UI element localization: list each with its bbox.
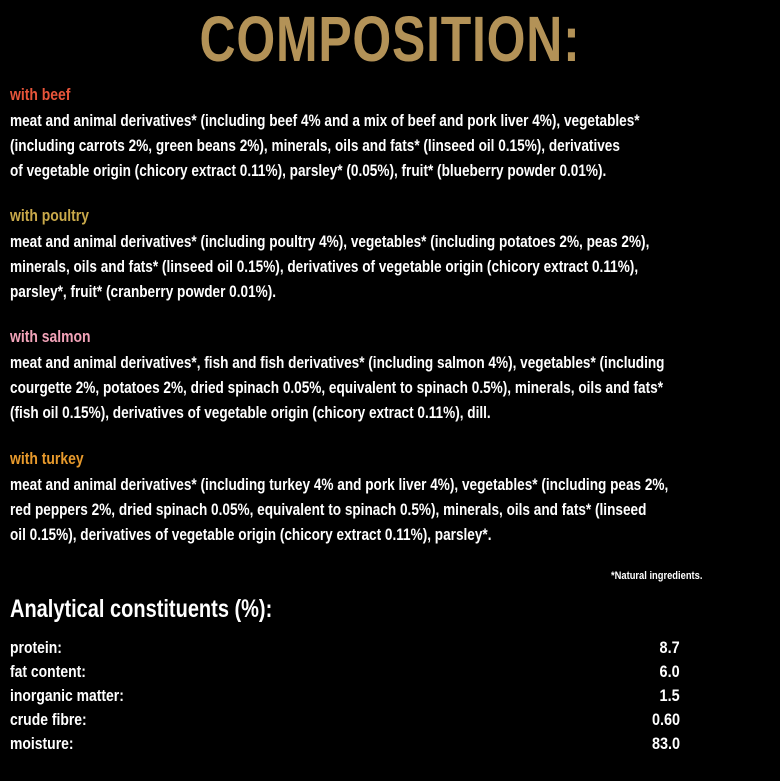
variant-name-turkey: with turkey — [10, 449, 84, 468]
variant-salmon — [10, 326, 780, 425]
ingredient-line: meat and animal derivatives* (including turkey 4% and pork liver 4%), vegetables* (including peas 2%, — [10, 475, 669, 494]
constituent-label: fat content: — [10, 662, 86, 681]
constituent-row-crude-fibre — [10, 708, 680, 732]
constituent-value: 1.5 — [659, 686, 680, 705]
analytical-constituents-table — [10, 636, 680, 756]
constituent-row-fat-content — [10, 660, 680, 684]
ingredient-line: meat and animal derivatives* (including beef 4% and a mix of beef and pork liver 4%), vegetables* — [10, 111, 640, 130]
constituent-label: crude fibre: — [10, 710, 87, 729]
constituent-value: 6.0 — [659, 662, 680, 681]
constituent-value: 0.60 — [651, 710, 680, 729]
ingredient-line: courgette 2%, potatoes 2%, dried spinach 0.05%, equivalent to spinach 0.5%), minerals, oils and fats* — [10, 378, 663, 397]
page-title: COMPOSITION: — [199, 3, 581, 75]
variant-poultry — [10, 205, 780, 304]
constituent-row-moisture — [10, 732, 680, 756]
variant-ingredients-poultry — [10, 229, 650, 304]
constituent-label: moisture: — [10, 734, 74, 753]
variant-ingredients-turkey — [10, 472, 669, 547]
constituent-value: 83.0 — [651, 734, 680, 753]
natural-ingredients-footnote: *Natural ingredients. — [611, 570, 703, 582]
ingredient-line: minerals, oils and fats* (linseed oil 0.15%), derivatives of vegetable origin (chicory extract 0.11%), — [10, 257, 639, 276]
ingredient-line: oil 0.15%), derivatives of vegetable origin (chicory extract 0.11%), parsley*. — [10, 525, 492, 544]
constituent-value: 8.7 — [659, 638, 680, 657]
ingredient-line: meat and animal derivatives*, fish and fish derivatives* (including salmon 4%), vegetables* (including — [10, 353, 665, 372]
constituent-row-inorganic-matter — [10, 684, 680, 708]
ingredient-line: of vegetable origin (chicory extract 0.11%), parsley* (0.05%), fruit* (blueberry powder 0.01%). — [10, 161, 607, 180]
ingredient-line: meat and animal derivatives* (including poultry 4%), vegetables* (including potatoes 2%, peas 2%), — [10, 232, 650, 251]
constituent-label: inorganic matter: — [10, 686, 124, 705]
variant-ingredients-beef — [10, 108, 642, 183]
analytical-constituents-title: Analytical constituents (%): — [10, 595, 273, 623]
ingredient-line: parsley*, fruit* (cranberry powder 0.01%). — [10, 282, 277, 301]
variant-name-beef: with beef — [10, 85, 71, 104]
ingredient-line: (including carrots 2%, green beans 2%), minerals, oils and fats* (linseed oil 0.15%), derivatives — [10, 136, 620, 155]
variant-turkey — [10, 448, 780, 547]
constituent-row-protein — [10, 636, 680, 660]
constituent-label: protein: — [10, 638, 62, 657]
variant-name-salmon: with salmon — [10, 327, 91, 346]
ingredient-line: red peppers 2%, dried spinach 0.05%, equivalent to spinach 0.5%), minerals, oils and fats* (linseed — [10, 500, 647, 519]
variant-beef — [10, 84, 780, 183]
variant-ingredients-salmon — [10, 350, 665, 425]
variant-name-poultry: with poultry — [10, 206, 89, 225]
ingredient-line: (fish oil 0.15%), derivatives of vegetable origin (chicory extract 0.11%), dill. — [10, 403, 491, 422]
